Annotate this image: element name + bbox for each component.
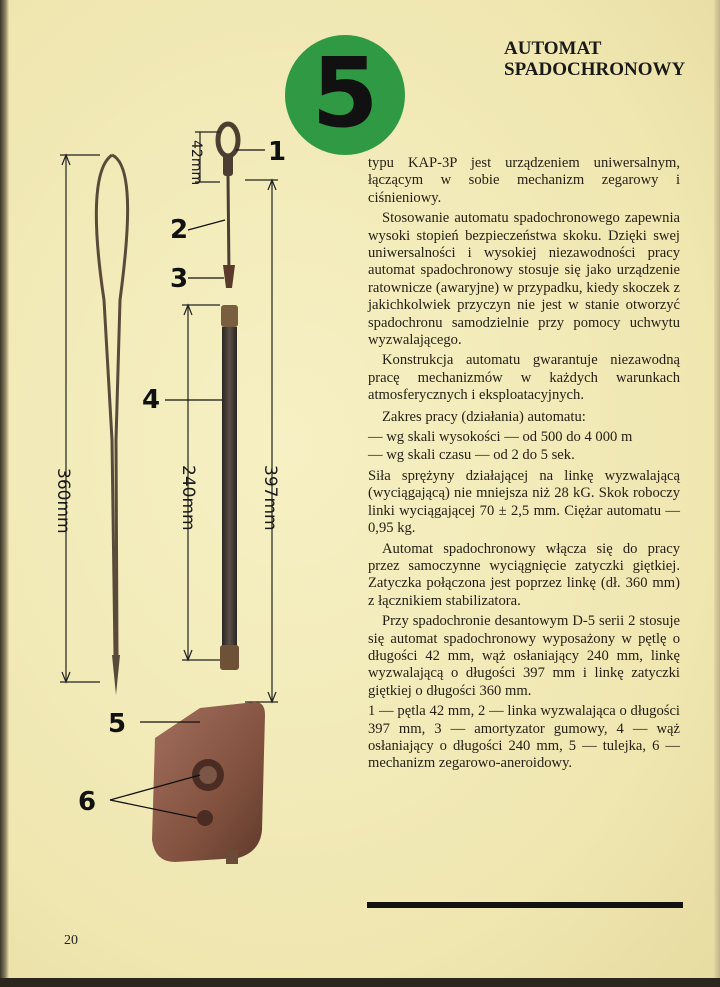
callout-2: 2 [170, 215, 189, 245]
ferrule-top [221, 305, 238, 327]
release-cord-dimension-label: 397mm [260, 465, 280, 531]
loop-part [218, 124, 238, 176]
chapter-badge [285, 35, 405, 155]
section-rule [367, 902, 683, 908]
paragraph-activation: Automat spadochronowy włącza się do pracy przez samoczynne wyciągnięcie zatyczki giętkiej. Zatyczka połączona jest poprzez linkę (dł. 360 mm) z łącznikiem stabilizatora. [368, 540, 680, 609]
shock-absorber [223, 265, 235, 288]
right-edge [714, 0, 720, 987]
title-line-1: AUTOMAT [504, 38, 602, 59]
page-title [504, 38, 704, 80]
page-number: 20 [64, 933, 78, 948]
pin-cord-dimension-label: 360mm [53, 468, 73, 534]
paragraph-d5: Przy spadochronie desantowym D-5 serii 2 stosuje się automat spadochronowy wyposażony w pętlę o długości 42 mm, wąż osłaniający 240 mm, linkę wyzwalającą o długości 397 mm i linkę zatyczki giętkiej o długości 360 mm. [368, 613, 680, 699]
bottom-edge [0, 978, 720, 987]
hose-dimension-label: 240mm [178, 465, 198, 531]
chapter-number: 5 [311, 37, 379, 149]
figure-legend: 1 — pętla 42 mm, 2 — linka wyzwalająca o długości 397 mm, 3 — amortyzator gumowy, 4 — wąż osłaniający o długości 240 mm, 5 — tulejka, 6 — mechanizm zegarowo-aneroidowy. [368, 703, 680, 772]
callout-3: 3 [170, 264, 189, 294]
range-altitude: — wg skali wysokości — od 500 do 4 000 m [368, 429, 633, 446]
parachute-automat-figure [40, 110, 340, 870]
pin-cord [96, 155, 127, 695]
range-time: — wg skali czasu — od 2 do 5 sek. [368, 446, 575, 463]
title-line-2: SPADOCHRONOWY [504, 59, 686, 80]
paragraph-construction: Konstrukcja automatu gwarantuje niezawodną pracę mechanizmów w każdych warunkach atmosferycznych i eksploatacyjnych. [368, 352, 680, 404]
paragraph-intro: typu KAP-3P jest urządzeniem uniwersalnym, łączącym w sobie mechanizm zegarowy i ciśnieniowy. [368, 155, 680, 206]
ferrule-bottom [220, 645, 239, 670]
binding-edge [0, 0, 9, 987]
callout-1: 1 [268, 137, 287, 167]
body-text [368, 155, 680, 776]
pin-cord-dimension [60, 155, 100, 682]
paragraph-safety: Stosowanie automatu spadochronowego zapewnia wysoki stopień bezpieczeństwa skoku. Dzięki swej uniwersalności i wysokiej niezawodności pracy automat spadochronowy stosuje się jako urządzenie ratownicze (awaryjne) w przypadku, kiedy skoczek z jakichkolwiek przyczyn nie jest w stanie otworzyć spadochronu samodzielnie przy pomocy uchwytu wyzwalającego. [368, 210, 680, 349]
callout-4: 4 [142, 385, 161, 415]
loop-dimension-label: 42mm [188, 140, 204, 186]
release-cord-dimension [245, 180, 278, 702]
callout-6: 6 [78, 787, 97, 817]
paragraph-spring: Siła sprężyny działającej na linkę wyzwalającą (wyciągającą) nie mniejsza niż 28 kG. Skok roboczy linki wyciągającej 70 ± 2,5 mm. Ciężar automatu — 0,95 kg. [368, 467, 680, 537]
release-cord [228, 176, 229, 275]
callout-5: 5 [108, 709, 127, 739]
protective-hose [222, 327, 237, 647]
paragraph-range-heading: Zakres pracy (działania) automatu: [382, 408, 586, 425]
